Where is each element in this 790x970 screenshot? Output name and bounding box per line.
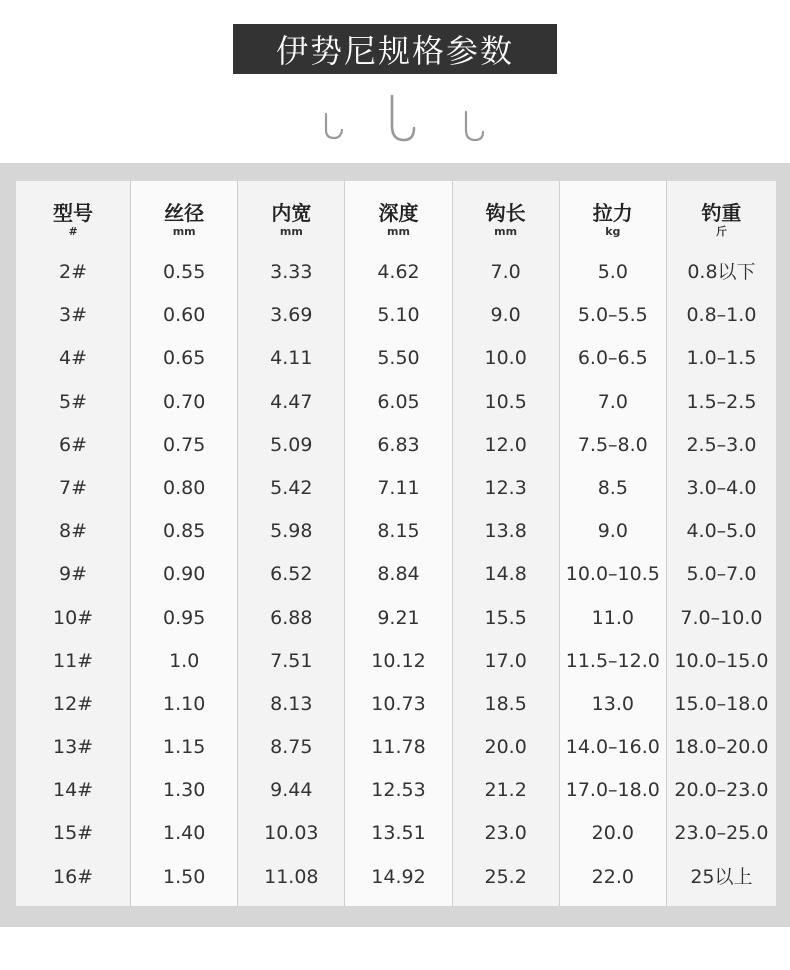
table-cell: 5.0 — [597, 261, 628, 283]
column-title: 内宽 — [271, 201, 312, 225]
table-cell: 5.50 — [377, 347, 420, 370]
table-cell: 8.75 — [270, 736, 313, 759]
table-cell: 9.44 — [270, 779, 313, 802]
table-cell: 4.47 — [270, 390, 313, 413]
table-cell: 2.5–3.0 — [686, 433, 757, 456]
table-column — [16, 181, 131, 906]
table-cell: 6# — [59, 433, 88, 456]
table-cell: 0.55 — [163, 261, 206, 283]
table-cell: 13.8 — [484, 520, 527, 543]
table-cell: 0.85 — [163, 520, 206, 543]
table-cell: 8.15 — [377, 520, 420, 543]
small-hook-icon — [326, 114, 342, 138]
table-cell: 0.8以下 — [687, 261, 756, 283]
table-cell: 15.0–18.0 — [674, 692, 769, 715]
table-cell: 5.42 — [270, 476, 313, 499]
table-cell: 0.75 — [163, 433, 206, 456]
table-cell: 14# — [52, 779, 94, 802]
table-column — [238, 181, 345, 906]
table-cell: 10.5 — [484, 390, 527, 413]
table-cell: 0.8–1.0 — [686, 304, 757, 327]
column-title: 型号 — [53, 201, 94, 225]
table-cell: 20.0 — [591, 822, 634, 845]
table-cell: 14.92 — [371, 865, 426, 888]
table-cell: 17.0 — [484, 649, 527, 672]
table-cell: 9.0 — [597, 520, 628, 543]
table-cell: 0.80 — [163, 476, 206, 499]
table-cell: 5.09 — [270, 433, 313, 456]
column-header — [453, 181, 559, 251]
table-cell: 20.0 — [484, 736, 527, 759]
table-cell: 12.0 — [484, 433, 527, 456]
table-cell: 5.0–7.0 — [686, 563, 757, 586]
table-cell: 13.51 — [371, 822, 426, 845]
table-cell: 7.5–8.0 — [577, 433, 648, 456]
large-hook-icon — [392, 96, 414, 140]
column-unit: mm — [279, 225, 303, 238]
column-header — [16, 181, 130, 251]
medium-hook-icon — [466, 112, 483, 140]
table-cell: 0.65 — [163, 347, 206, 370]
table-cell: 1.0–1.5 — [686, 347, 757, 370]
table-cell: 10.12 — [371, 649, 426, 672]
column-title: 深度 — [378, 201, 419, 225]
table-cell: 25以上 — [690, 865, 753, 888]
table-cell: 1.0 — [169, 649, 200, 672]
table-cell: 8# — [59, 520, 88, 543]
table-cell: 10.0–10.5 — [565, 563, 660, 586]
page-title: 伊势尼规格参数 — [233, 24, 557, 74]
table-cell: 18.5 — [484, 692, 527, 715]
table-cell: 9# — [59, 563, 88, 586]
table-cell: 0.90 — [163, 563, 206, 586]
table-cell: 7.11 — [377, 476, 420, 499]
column-title: 丝径 — [164, 201, 205, 225]
table-cell: 1.30 — [163, 779, 206, 802]
table-column — [453, 181, 560, 906]
table-cell: 11.78 — [371, 736, 426, 759]
table-cell: 11# — [52, 649, 94, 672]
column-title: 拉力 — [592, 201, 633, 225]
table-cell: 1.50 — [163, 865, 206, 888]
table-cell: 15# — [52, 822, 94, 845]
table-cell: 4# — [59, 347, 88, 370]
table-cell: 12.3 — [484, 476, 527, 499]
table-column — [560, 181, 667, 906]
table-cell: 11.08 — [264, 865, 319, 888]
table-cell: 10.73 — [371, 692, 426, 715]
column-unit: mm — [494, 225, 518, 238]
column-unit: mm — [172, 225, 196, 238]
table-cell: 0.60 — [163, 304, 206, 327]
table-cell: 10.0 — [484, 347, 527, 370]
table-cell: 9.21 — [377, 606, 420, 629]
table-cell: 7.0 — [597, 390, 628, 413]
column-unit: kg — [605, 225, 621, 238]
spec-table — [16, 181, 776, 906]
table-cell: 2# — [59, 261, 88, 283]
table-cell: 4.0–5.0 — [686, 520, 757, 543]
table-cell: 5.10 — [377, 304, 420, 327]
table-cell: 7.0 — [490, 261, 521, 283]
spec-panel — [0, 163, 790, 927]
table-cell: 5.98 — [270, 520, 313, 543]
table-cell: 21.2 — [484, 779, 527, 802]
table-cell: 7.0–10.0 — [680, 606, 763, 629]
table-cell: 7.51 — [270, 649, 313, 672]
table-cell: 1.5–2.5 — [686, 390, 757, 413]
table-cell: 14.8 — [484, 563, 527, 586]
column-header — [667, 181, 776, 251]
table-cell: 20.0–23.0 — [674, 779, 769, 802]
table-column — [131, 181, 238, 906]
table-cell: 14.0–16.0 — [565, 736, 660, 759]
table-cell: 3.0–4.0 — [686, 476, 757, 499]
table-cell: 11.0 — [591, 606, 634, 629]
table-cell: 11.5–12.0 — [565, 649, 660, 672]
table-cell: 7# — [59, 476, 88, 499]
table-cell: 4.11 — [270, 347, 313, 370]
table-cell: 6.05 — [377, 390, 420, 413]
table-cell: 1.10 — [163, 692, 206, 715]
column-header — [131, 181, 237, 251]
table-cell: 1.40 — [163, 822, 206, 845]
table-column — [667, 181, 776, 906]
table-cell: 15.5 — [484, 606, 527, 629]
table-cell: 8.13 — [270, 692, 313, 715]
table-cell: 5# — [59, 390, 88, 413]
table-cell: 0.95 — [163, 606, 206, 629]
table-cell: 13.0 — [591, 692, 634, 715]
column-header — [345, 181, 451, 251]
table-cell: 5.0–5.5 — [577, 304, 648, 327]
table-cell: 6.88 — [270, 606, 313, 629]
table-cell: 6.83 — [377, 433, 420, 456]
column-unit: mm — [387, 225, 410, 238]
table-cell: 16# — [52, 865, 94, 888]
table-cell: 10# — [52, 606, 94, 629]
table-cell: 22.0 — [591, 865, 634, 888]
table-cell: 23.0 — [484, 822, 527, 845]
column-title: 钓重 — [701, 201, 742, 225]
table-cell: 25.2 — [484, 865, 527, 888]
table-cell: 3.33 — [270, 261, 313, 283]
column-unit: 斤 — [715, 225, 727, 238]
table-cell: 1.15 — [163, 736, 206, 759]
table-cell: 8.84 — [377, 563, 420, 586]
table-cell: 10.0–15.0 — [674, 649, 769, 672]
table-cell: 3.69 — [270, 304, 313, 327]
table-cell: 12.53 — [371, 779, 426, 802]
column-header — [238, 181, 344, 251]
table-cell: 17.0–18.0 — [565, 779, 660, 802]
table-cell: 3# — [59, 304, 88, 327]
table-cell: 6.0–6.5 — [577, 347, 648, 370]
column-header — [560, 181, 666, 251]
table-cell: 13# — [52, 736, 94, 759]
hook-illustration — [0, 88, 790, 148]
table-cell: 10.03 — [264, 822, 319, 845]
table-cell: 12# — [52, 692, 94, 715]
table-cell: 8.5 — [597, 476, 628, 499]
table-cell: 23.0–25.0 — [674, 822, 769, 845]
table-column — [345, 181, 452, 906]
table-cell: 9.0 — [490, 304, 521, 327]
table-cell: 18.0–20.0 — [674, 736, 769, 759]
table-cell: 6.52 — [270, 563, 313, 586]
table-cell: 0.70 — [163, 390, 206, 413]
table-cell: 4.62 — [377, 261, 420, 283]
column-title: 钩长 — [485, 201, 526, 225]
column-unit: # — [68, 225, 78, 238]
